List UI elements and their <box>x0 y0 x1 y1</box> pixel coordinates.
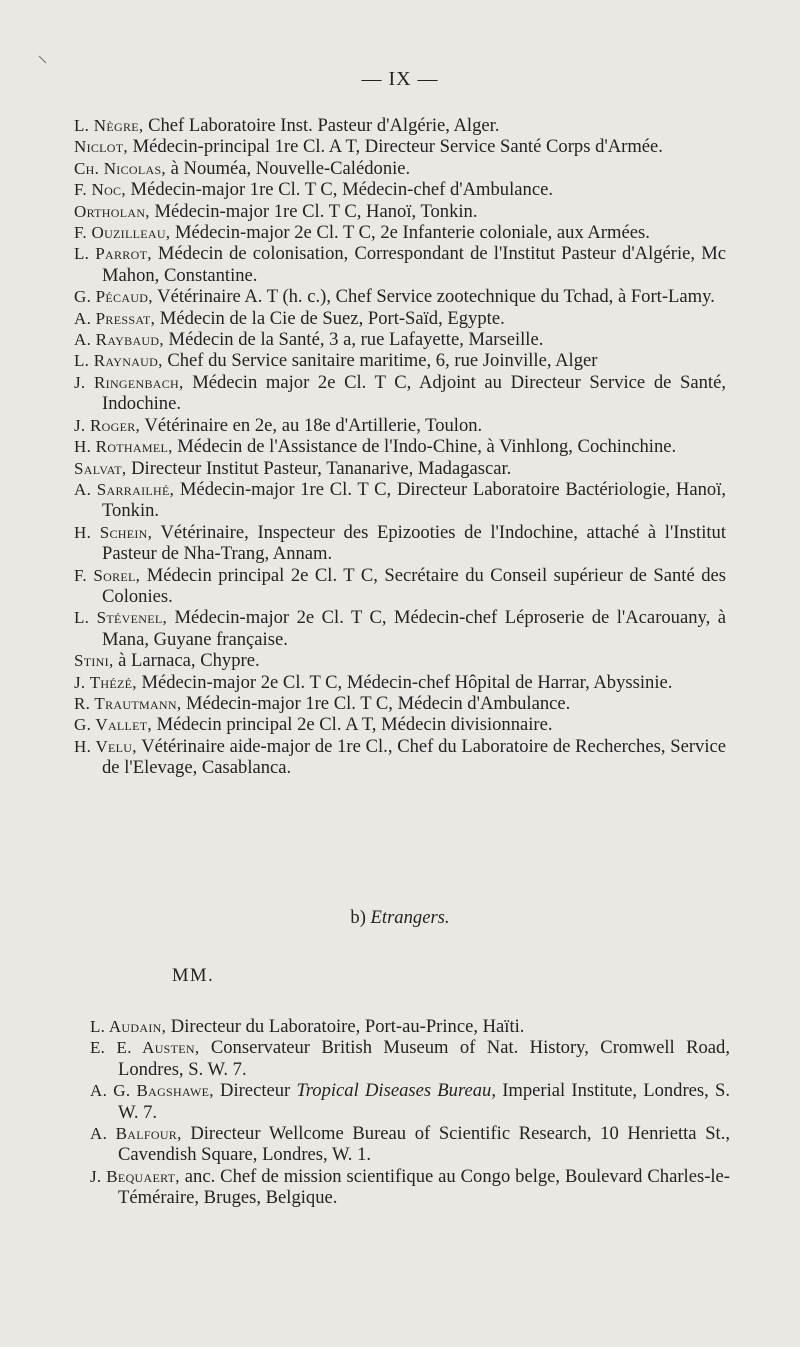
list-item <box>74 115 726 136</box>
member-details: Chef du Service sanitaire maritime, 6, rue Joinville, Alger <box>162 350 598 372</box>
member-details: Médecin de colonisation, Correspondant de l'Institut Pasteur d'Algérie, Mc Mahon, Constantine. <box>102 243 726 286</box>
member-name: G. Pécaud, <box>74 287 153 307</box>
member-name: H. Rothamel, <box>74 437 173 457</box>
list-item <box>74 350 726 371</box>
list-item <box>74 372 726 415</box>
list-item <box>90 1123 730 1166</box>
list-item <box>74 286 726 307</box>
list-item <box>90 1166 730 1209</box>
member-details: Médecin-major 2e Cl. T C, 2e Infanterie coloniale, aux Armées. <box>170 222 650 244</box>
list-item <box>74 201 726 222</box>
member-details: Médecin-major 2e Cl. T C, Médecin-chef Hôpital de Harrar, Abyssinie. <box>136 671 673 693</box>
member-name: F. Ouzilleau, <box>74 223 171 243</box>
member-details: Directeur Institut Pasteur, Tananarive, Madagascar. <box>126 457 512 479</box>
list-item <box>74 672 726 693</box>
member-details: Médecin-major 1re Cl. T C, Médecin-chef d'Ambulance. <box>125 179 553 201</box>
section-marker: b) <box>350 907 371 928</box>
list-item <box>74 158 726 179</box>
member-name: L. Parrot, <box>74 244 152 264</box>
member-details: Vétérinaire en 2e, au 18e d'Artillerie, Toulon. <box>140 414 483 436</box>
member-details: Médecin de la Santé, 3 a, rue Lafayette, Marseille. <box>163 329 544 351</box>
french-members-list <box>74 115 726 779</box>
member-name: L. Stévenel, <box>74 608 168 628</box>
list-item <box>74 522 726 565</box>
salutation: MM. <box>172 965 215 986</box>
member-name: R. Trautmann, <box>74 693 182 713</box>
member-details: Médecin de l'Assistance de l'Indo-Chine, à Vinhlong, Cochinchine. <box>172 436 677 458</box>
list-item <box>74 565 726 608</box>
list-item <box>74 329 726 350</box>
list-item <box>74 179 726 200</box>
list-item <box>74 693 726 714</box>
list-item <box>74 308 726 329</box>
member-name: L. Nègre, <box>74 116 144 135</box>
member-details: Médecin de la Cie de Suez, Port-Saïd, Egypte. <box>155 307 505 329</box>
list-item <box>90 1037 730 1080</box>
list-item <box>90 1016 730 1037</box>
member-details: Vétérinaire, Inspecteur des Epizooties de l'Indochine, attaché à l'Institut Pasteur de Nha-Trang, Annam. <box>102 521 726 565</box>
member-details: Conservateur British Museum of Nat. History, Cromwell Road, Londres, S. W. 7. <box>118 1037 730 1080</box>
section-heading <box>0 907 800 929</box>
list-item <box>74 736 726 779</box>
member-name: L. Raynaud, <box>74 351 163 371</box>
member-name: Salvat, <box>74 458 127 478</box>
member-details: Médecin-major 1re Cl. T C, Directeur Laboratoire Bactériologie, Hanoï, Tonkin. <box>102 478 727 522</box>
member-name: F. Sorel, <box>74 565 141 585</box>
member-details: à Larnaca, Chypre. <box>113 650 260 672</box>
list-item <box>74 222 726 243</box>
member-details-italic: Tropical Diseases Bureau, <box>296 1080 496 1102</box>
member-name: A. Pressat, <box>74 308 156 328</box>
list-item <box>74 136 726 157</box>
member-details: Chef Laboratoire Inst. Pasteur d'Algérie, Alger. <box>143 115 500 136</box>
foreign-members-list <box>90 1016 730 1209</box>
list-item <box>74 243 726 286</box>
member-name: H. Schein, <box>74 522 153 542</box>
member-details: Médecin-principal 1re Cl. A T, Directeur Service Santé Corps d'Armée. <box>127 136 663 158</box>
member-name: A. G. Bagshawe, <box>90 1081 214 1101</box>
member-name: J. Bequaert, <box>90 1166 180 1186</box>
member-details: à Nouméa, Nouvelle-Calédonie. <box>165 157 411 179</box>
list-item <box>74 479 726 522</box>
page-number: — IX — <box>361 68 439 90</box>
member-name: J. Thézé, <box>74 672 137 692</box>
member-name: Stini, <box>74 651 114 671</box>
member-details: Médecin-major 1re Cl. T C, Hanoï, Tonkin. <box>149 200 478 222</box>
list-item <box>74 415 726 436</box>
member-name: L. Audain, <box>90 1017 167 1036</box>
section-title: Etrangers. <box>370 907 450 928</box>
member-details: Vétérinaire A. T (h. c.), Chef Service zootechnique du Tchad, à Fort-Lamy. <box>152 286 715 308</box>
member-name: E. E. Austen, <box>90 1038 200 1058</box>
member-details: Médecin major 2e Cl. T C, Adjoint au Directeur Service de Santé, Indochine. <box>102 371 726 415</box>
member-details: Directeur <box>213 1080 297 1102</box>
member-name: Niclot, <box>74 137 128 157</box>
list-item <box>90 1080 730 1123</box>
member-details: Médecin-major 2e Cl. T C, Médecin-chef Léproserie de l'Acarouany, à Mana, Guyane française. <box>102 607 726 650</box>
member-details: anc. Chef de mission scientifique au Congo belge, Boulevard Charles-le-Téméraire, Bruges, Belgique. <box>118 1165 730 1209</box>
list-item <box>74 436 726 457</box>
member-name: G. Vallet, <box>74 715 152 735</box>
list-item <box>74 607 726 650</box>
member-name: J. Roger, <box>74 415 141 435</box>
member-name: A. Sarrailhé, <box>74 479 175 499</box>
member-details: Directeur Wellcome Bureau of Scientific Research, 10 Henrietta St., Cavendish Square, Londres, W. 1. <box>118 1123 731 1166</box>
member-details: Médecin principal 2e Cl. T C, Secrétaire du Conseil supérieur de Santé des Colonies. <box>102 564 726 607</box>
member-name: F. Noc, <box>74 180 126 200</box>
member-name: Ch. Nicolas, <box>74 158 166 178</box>
list-item <box>74 458 726 479</box>
list-item <box>74 714 726 735</box>
member-details: Médecin principal 2e Cl. A T, Médecin divisionnaire. <box>151 714 553 736</box>
member-details-end: Imperial Institute, Londres, S. W. 7. <box>118 1080 730 1123</box>
member-details: Vétérinaire aide-major de 1re Cl., Chef du Laboratoire de Recherches, Service de l'Elevage, Casablanca. <box>102 735 726 779</box>
member-name: A. Balfour, <box>90 1124 182 1144</box>
member-details: Médecin-major 1re Cl. T C, Médecin d'Ambulance. <box>181 692 571 714</box>
member-name: H. Velu, <box>74 736 137 756</box>
ink-mark <box>38 55 48 65</box>
list-item <box>74 650 726 671</box>
member-name: Ortholan, <box>74 201 150 221</box>
member-details: Directeur du Laboratoire, Port-au-Prince, Haïti. <box>166 1016 525 1037</box>
member-name: J. Ringenbach, <box>74 372 184 392</box>
member-name: A. Raybaud, <box>74 330 164 350</box>
